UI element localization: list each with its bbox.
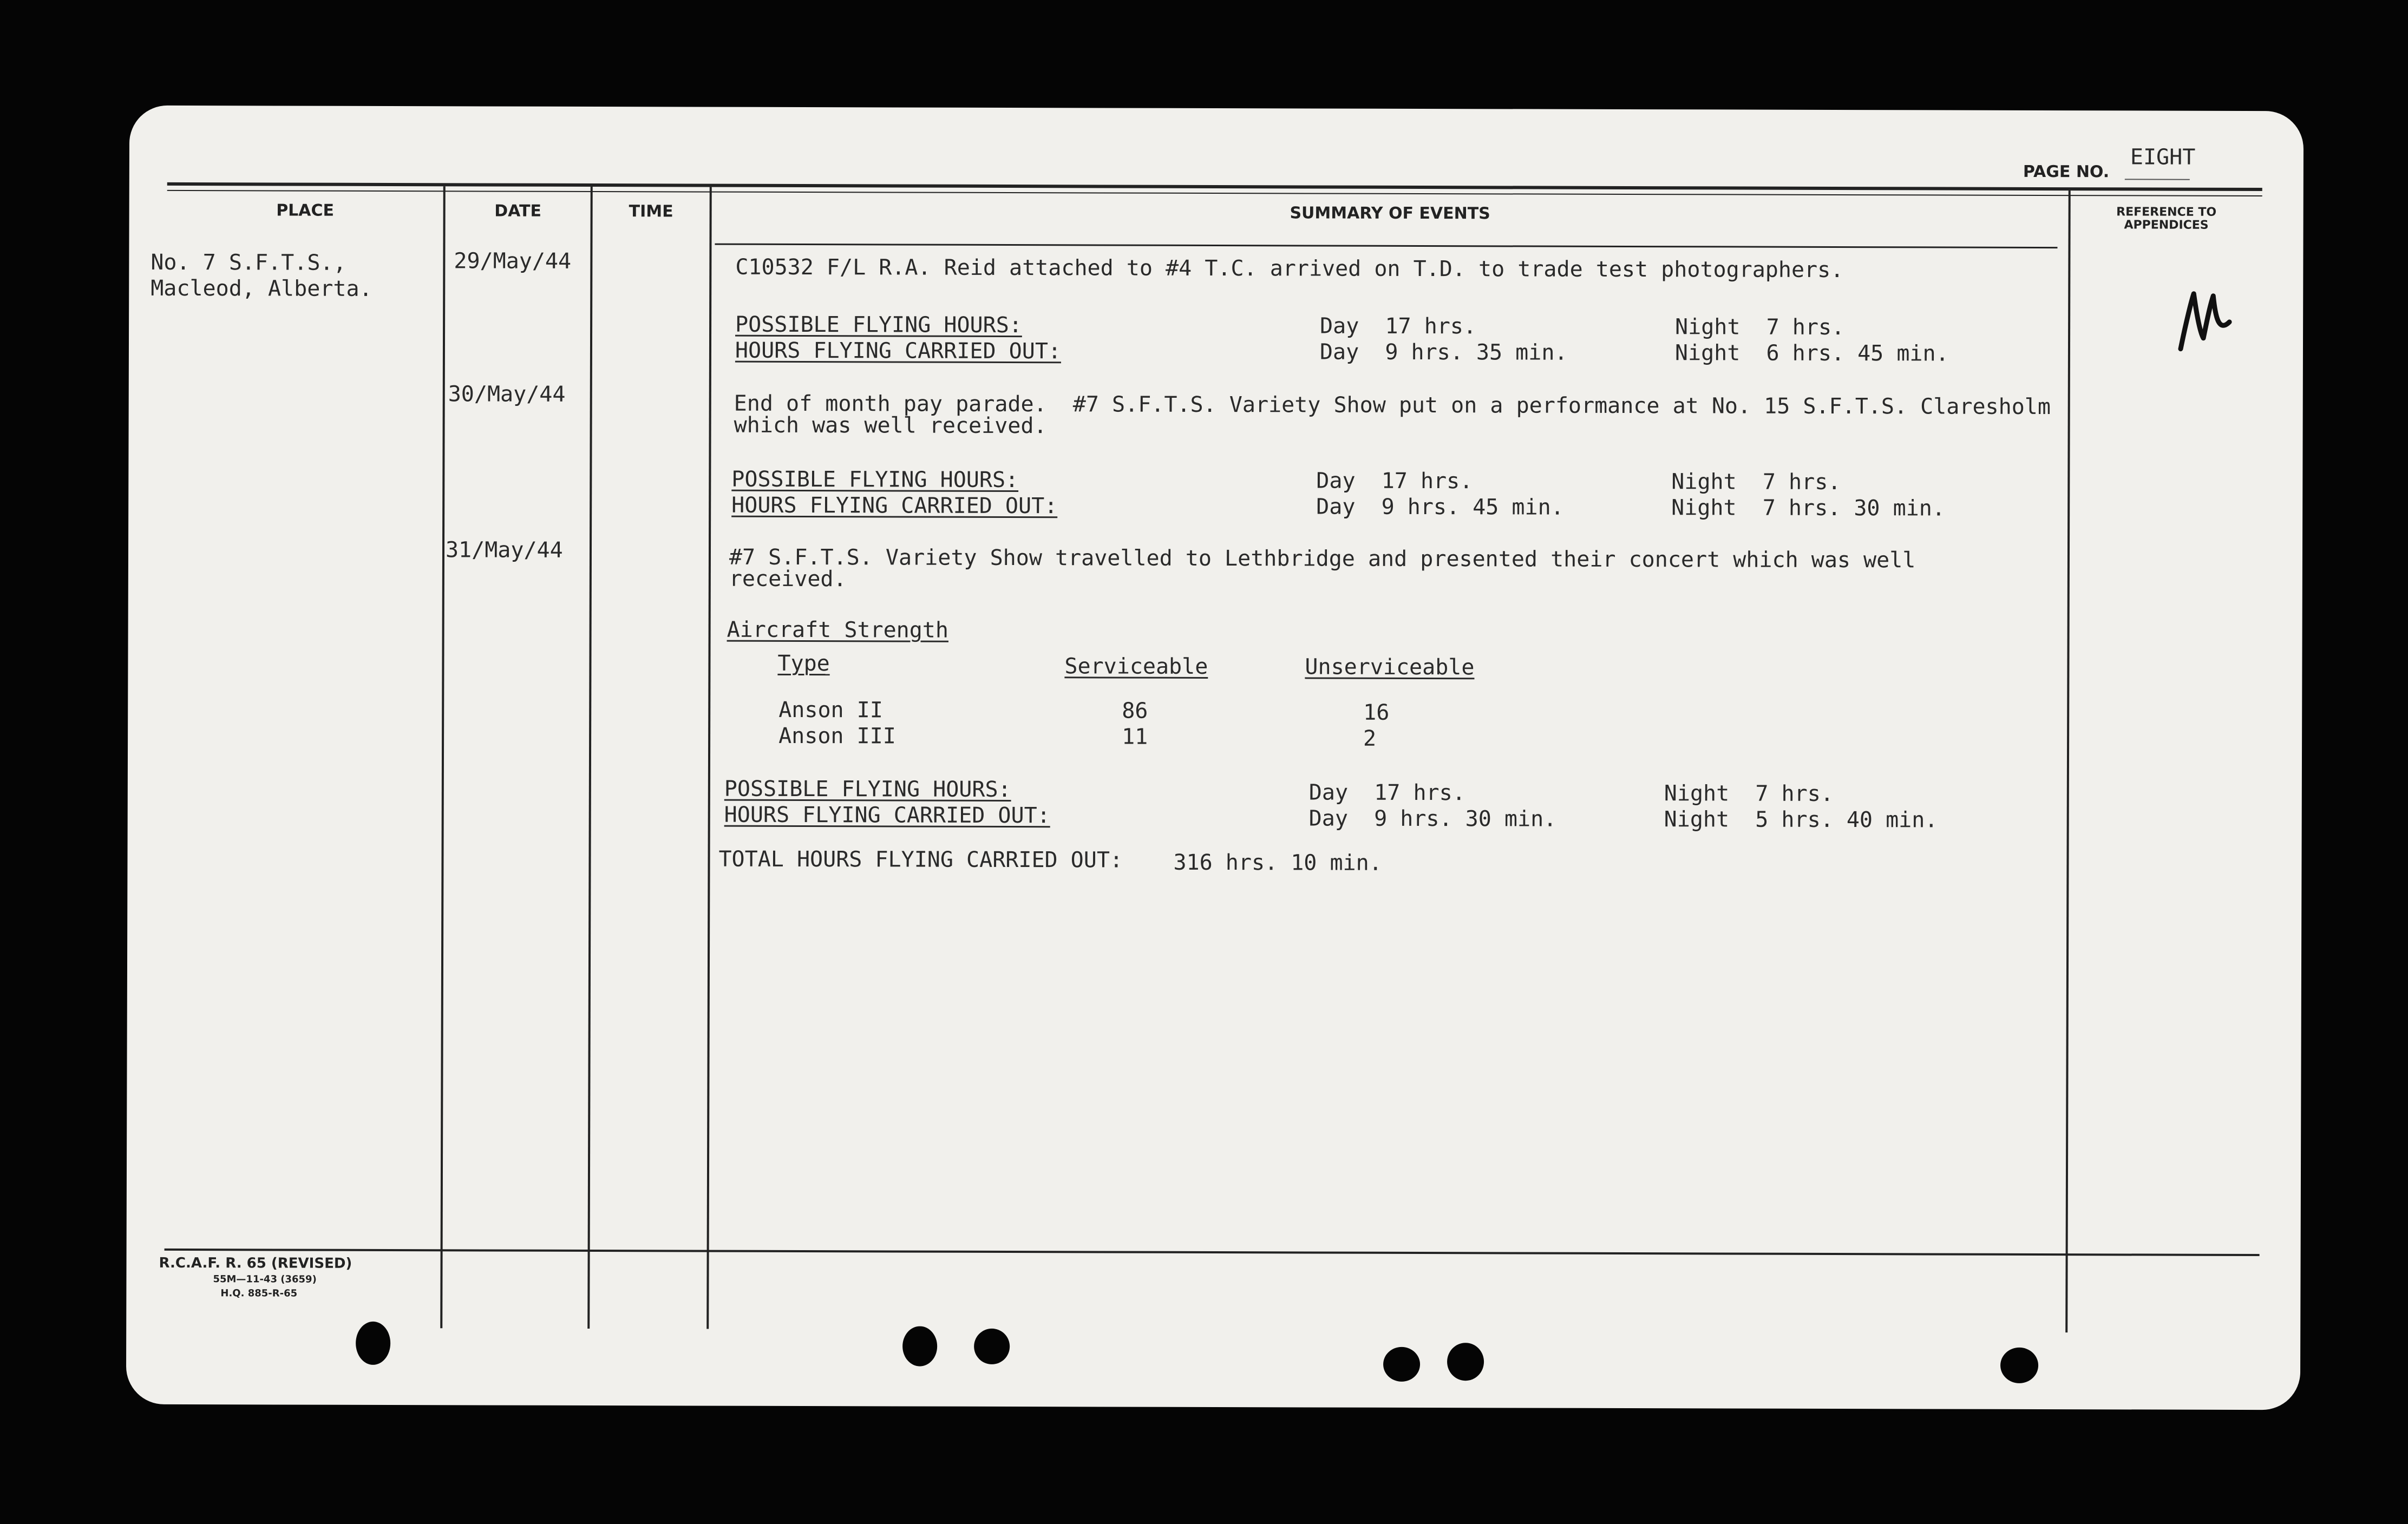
possible-day-hours: Day 17 hrs.: [1316, 468, 1473, 494]
header-reference-line1: REFERENCE TO: [2116, 205, 2217, 219]
carried-day-hours: Day 9 hrs. 45 min.: [1316, 494, 1564, 520]
total-hours-value: 316 hrs. 10 min.: [1173, 850, 1382, 876]
punch-hole: [1383, 1347, 1420, 1382]
col-divider-summary-reference: [2065, 190, 2071, 1332]
aircraft-table-header-serviceable: Serviceable: [1064, 654, 1208, 679]
aircraft-row-serviceable: 86: [1122, 698, 1148, 724]
header-date: DATE: [494, 201, 542, 221]
entry-text-line: which was well received.: [734, 412, 1047, 439]
possible-night-hours: Night 7 hrs.: [1675, 314, 1845, 340]
aircraft-row-serviceable: 11: [1122, 724, 1148, 750]
punch-hole: [974, 1329, 1010, 1364]
possible-flying-hours-label: POSSIBLE FLYING HOURS:: [731, 467, 1019, 493]
diary-form-card: [126, 106, 2304, 1410]
hours-flying-carried-out-label: HOURS FLYING CARRIED OUT:: [735, 338, 1062, 364]
carried-night-hours: Night 6 hrs. 45 min.: [1674, 340, 1949, 366]
entry-text-line: received.: [729, 566, 847, 592]
entry-date: 31/May/44: [445, 537, 563, 563]
hours-flying-carried-out-label: HOURS FLYING CARRIED OUT:: [724, 802, 1050, 829]
entry-text-line: End of month pay parade. #7 S.F.T.S. Variety Show put on a performance at No. 15 S.F.T.S. Claresholm: [734, 391, 2051, 420]
bottom-rule: [165, 1249, 2260, 1256]
top-rule-thin: [167, 190, 2262, 196]
header-summary: SUMMARY OF EVENTS: [1290, 203, 1490, 224]
col-divider-date-time: [587, 187, 593, 1329]
place-location: Macleod, Alberta.: [150, 275, 372, 301]
aircraft-table-header-type: Type: [777, 651, 830, 676]
aircraft-row-unserviceable: 16: [1363, 700, 1390, 725]
aircraft-row-type: Anson II: [778, 697, 883, 723]
possible-flying-hours-label: POSSIBLE FLYING HOURS:: [724, 776, 1011, 803]
form-hq-code: H.Q. 885-R-65: [220, 1287, 298, 1299]
aircraft-row-type: Anson III: [778, 723, 896, 749]
possible-night-hours: Night 7 hrs.: [1664, 781, 1834, 806]
form-number: R.C.A.F. R. 65 (REVISED): [159, 1254, 352, 1272]
page-no-label: PAGE NO.: [2023, 162, 2110, 182]
form-print-run: 55M—11-43 (3659): [213, 1273, 317, 1285]
possible-day-hours: Day 17 hrs.: [1308, 780, 1465, 806]
page-no-dotted-line: [2125, 179, 2190, 180]
header-place: PLACE: [276, 201, 335, 220]
punch-hole: [1447, 1343, 1484, 1381]
entry-date: 30/May/44: [448, 382, 566, 407]
top-rule-thick: [167, 182, 2262, 191]
punch-hole: [356, 1322, 390, 1365]
page-no-value: EIGHT: [2130, 144, 2196, 170]
punch-hole: [2000, 1348, 2038, 1383]
col-divider-place-date: [440, 186, 446, 1328]
carried-night-hours: Night 7 hrs. 30 min.: [1671, 495, 1946, 521]
carried-day-hours: Day 9 hrs. 35 min.: [1319, 339, 1568, 365]
possible-flying-hours-label: POSSIBLE FLYING HOURS:: [735, 312, 1022, 338]
aircraft-strength-title: Aircraft Strength: [727, 617, 949, 643]
possible-day-hours: Day 17 hrs.: [1320, 313, 1477, 339]
carried-day-hours: Day 9 hrs. 30 min.: [1308, 806, 1557, 832]
possible-night-hours: Night 7 hrs.: [1671, 469, 1841, 495]
header-time: TIME: [629, 202, 673, 221]
entry-date: 29/May/44: [454, 248, 572, 274]
header-reference-line2: APPENDICES: [2124, 218, 2209, 232]
aircraft-row-unserviceable: 2: [1363, 726, 1377, 751]
aircraft-table-header-unserviceable: Unserviceable: [1305, 654, 1475, 680]
header-rule: [715, 244, 2057, 248]
entry-text-line: #7 S.F.T.S. Variety Show travelled to Lethbridge and presented their concert which was well: [729, 544, 1916, 573]
hours-flying-carried-out-label: HOURS FLYING CARRIED OUT:: [731, 492, 1058, 519]
place-unit: No. 7 S.F.T.S.,: [150, 249, 346, 275]
punch-hole: [902, 1326, 937, 1366]
handwritten-reference-mark: [2175, 284, 2235, 354]
entry-text-line: C10532 F/L R.A. Reid attached to #4 T.C. arrived on T.D. to trade test photographers.: [735, 254, 1844, 283]
total-hours-label: TOTAL HOURS FLYING CARRIED OUT:: [718, 846, 1123, 873]
col-divider-time-summary: [706, 187, 712, 1329]
carried-night-hours: Night 5 hrs. 40 min.: [1664, 807, 1938, 833]
